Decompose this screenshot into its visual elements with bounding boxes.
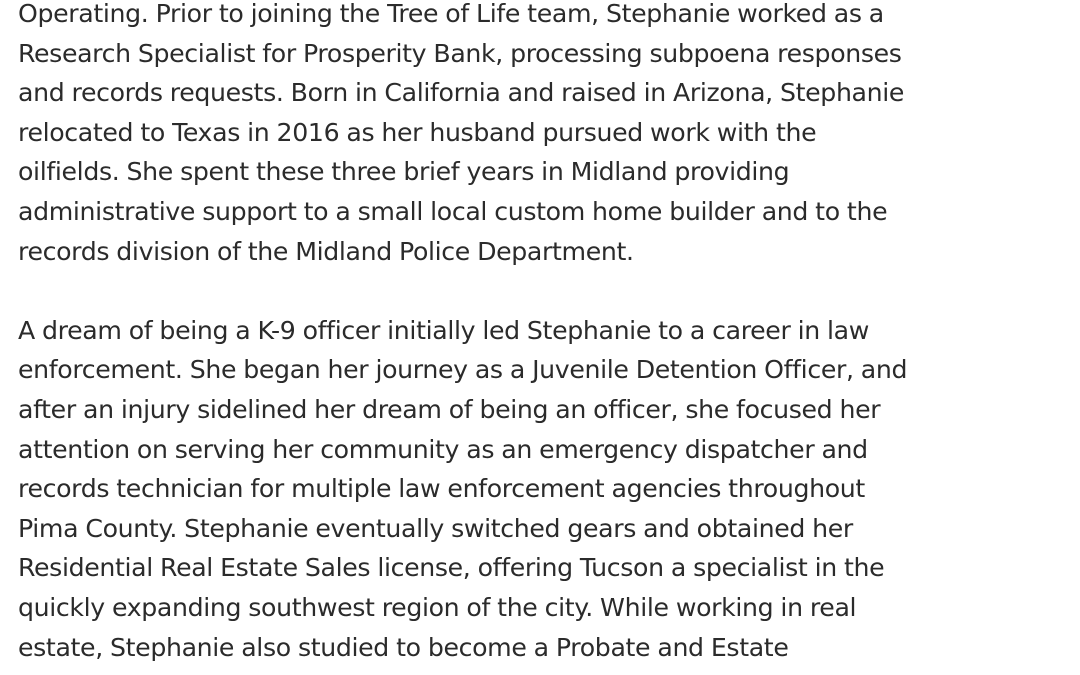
paragraph-line: A dream of being a K-9 officer initially led Stephanie to a career in law — [18, 315, 870, 345]
paragraph-line: administrative support to a small local custom home builder and to the — [18, 196, 888, 226]
paragraph-line: Pima County. Stephanie eventually switched gears and obtained her — [18, 513, 853, 543]
paragraph-line: records division of the Midland Police Department. — [18, 236, 634, 266]
paragraph-line: quickly expanding southwest region of the city. While working in real — [18, 592, 857, 622]
paragraph-2 — [18, 311, 1076, 667]
paragraph-line: oilfields. She spent these three brief years in Midland providing — [18, 157, 790, 187]
document-body — [18, 0, 1076, 667]
paragraph-line: Research Specialist for Prosperity Bank, processing subpoena responses — [18, 38, 902, 68]
paragraph-spacer — [18, 271, 1076, 311]
paragraph-line: records technician for multiple law enforcement agencies throughout — [18, 474, 865, 504]
paragraph-line: attention on serving her community as an emergency dispatcher and — [18, 434, 868, 464]
paragraph-line: enforcement. She began her journey as a Juvenile Detention Officer, and — [18, 355, 908, 385]
paragraph-line: Operating. Prior to joining the Tree of Life team, Stephanie worked as a — [18, 0, 884, 28]
paragraph-line: and records requests. Born in California and raised in Arizona, Stephanie — [18, 78, 905, 108]
paragraph-line: estate, Stephanie also studied to become a Probate and Estate — [18, 632, 789, 662]
paragraph-line: Residential Real Estate Sales license, offering Tucson a specialist in the — [18, 553, 885, 583]
paragraph-1 — [18, 0, 1076, 271]
paragraph-line: after an injury sidelined her dream of being an officer, she focused her — [18, 394, 881, 424]
paragraph-line: relocated to Texas in 2016 as her husband pursued work with the — [18, 117, 817, 147]
